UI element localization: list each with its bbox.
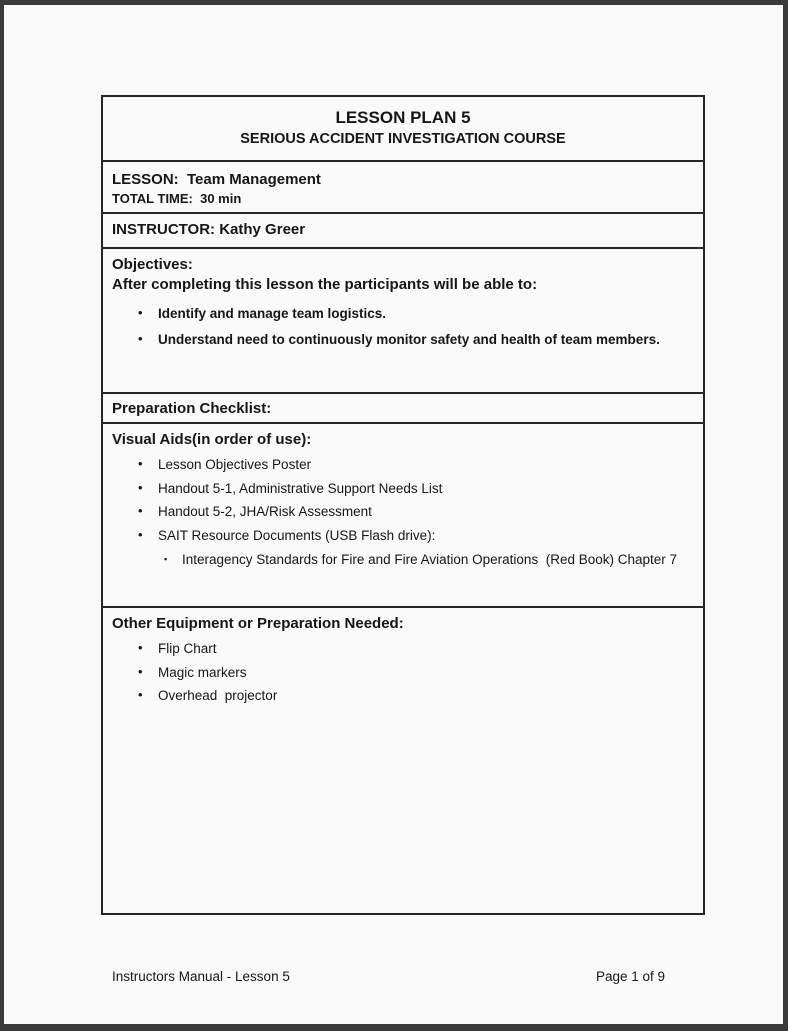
bullet-icon: •: [138, 331, 143, 347]
preparation-row: [103, 394, 703, 424]
list-item: [112, 330, 694, 353]
bullet-icon: •: [138, 304, 143, 320]
lesson-title-line: LESSON: Team Management: [112, 171, 321, 188]
visual-aids-list: [112, 455, 694, 569]
bullet-icon: •: [138, 456, 143, 472]
list-item-text: Handout 5-2, JHA/Risk Assessment: [158, 504, 372, 520]
list-item-text: Magic markers: [158, 664, 247, 680]
lesson-row: [103, 162, 703, 214]
total-time-line: TOTAL TIME: 30 min: [112, 190, 242, 206]
list-item: [112, 526, 694, 546]
list-item-text: Interagency Standards for Fire and Fire Aviation Operations (Red Book) Chapter 7: [182, 551, 678, 567]
preparation-heading: Preparation Checklist:: [112, 400, 272, 417]
list-item-text: Flip Chart: [158, 641, 217, 657]
list-item: [112, 304, 694, 327]
list-item-text: Lesson Objectives Poster: [158, 457, 312, 473]
document-subtitle: SERIOUS ACCIDENT INVESTIGATION COURSE: [240, 130, 566, 147]
list-item-text: Understand need to continuously monitor safety and health of team members.: [158, 332, 660, 348]
objectives-intro: After completing this lesson the participants will be able to:: [112, 276, 538, 294]
equipment-row: [103, 608, 703, 915]
list-item: [112, 639, 694, 659]
bullet-icon: •: [138, 663, 143, 679]
footer-page-number: Page 1 of 9: [596, 969, 666, 984]
list-subitem: [112, 550, 694, 570]
list-item-text: SAIT Resource Documents (USB Flash drive):: [158, 527, 436, 543]
visual-aids-row: [103, 424, 703, 608]
list-item: [112, 663, 694, 683]
list-item-text: Handout 5-1, Administrative Support Needs List: [158, 480, 443, 496]
objectives-list: [112, 304, 694, 353]
list-item-text: Identify and manage team logistics.: [158, 305, 387, 321]
instructor-row: [103, 214, 703, 249]
bullet-icon: •: [138, 479, 143, 495]
list-item-text: Overhead projector: [158, 688, 278, 704]
list-item: [112, 686, 694, 706]
objectives-row: [103, 249, 703, 394]
visual-aids-heading: Visual Aids(in order of use):: [112, 431, 312, 448]
square-bullet-icon: ▪: [164, 553, 168, 564]
list-item: [112, 455, 694, 475]
bullet-icon: •: [138, 526, 143, 542]
lesson-plan-table: [101, 95, 705, 915]
list-item: [112, 479, 694, 499]
header-row: [103, 97, 703, 162]
bullet-icon: •: [138, 640, 143, 656]
document-title: LESSON PLAN 5: [335, 108, 471, 127]
instructor-line: INSTRUCTOR: Kathy Greer: [112, 221, 306, 238]
equipment-heading: Other Equipment or Preparation Needed:: [112, 615, 404, 632]
bullet-icon: •: [138, 687, 143, 703]
footer-document-name: Instructors Manual - Lesson 5: [112, 969, 290, 984]
bullet-icon: •: [138, 503, 143, 519]
objectives-heading: Objectives:: [112, 256, 193, 273]
equipment-list: [112, 639, 694, 706]
list-item: [112, 502, 694, 522]
